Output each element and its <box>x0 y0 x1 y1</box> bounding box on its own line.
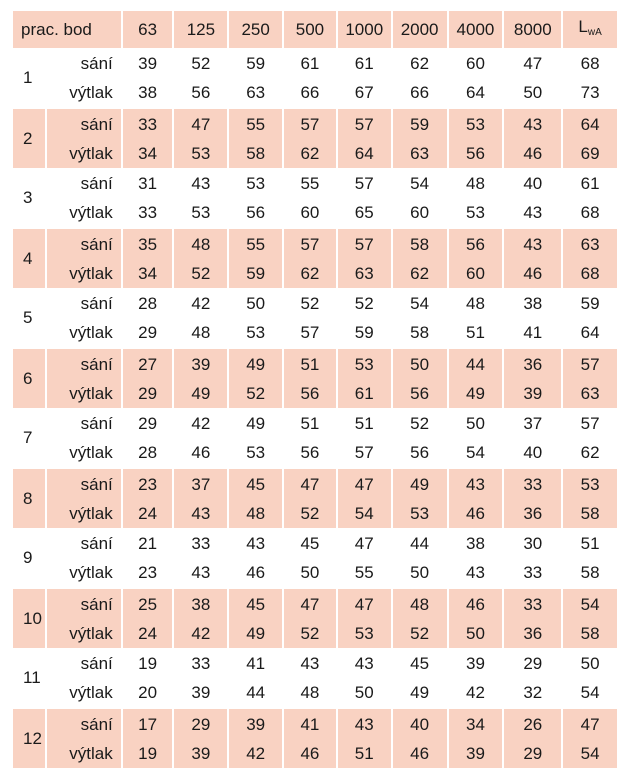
band-level-cell: 54 <box>338 500 391 529</box>
table-row <box>13 227 617 260</box>
point-number: 12 <box>13 707 45 768</box>
mode-label-suction: sání <box>47 288 121 319</box>
total-level-cell: 62 <box>563 439 617 468</box>
header-frequency: 2000 <box>393 11 447 48</box>
band-level-cell: 46 <box>174 439 227 468</box>
band-level-cell: 17 <box>123 707 173 740</box>
band-level-cell: 57 <box>284 319 336 348</box>
band-level-cell: 53 <box>338 620 391 649</box>
band-level-cell: 52 <box>284 620 336 649</box>
band-level-cell: 49 <box>229 620 282 649</box>
header-point-label: prac. bod <box>13 11 121 48</box>
band-level-cell: 57 <box>338 107 391 140</box>
band-level-cell: 39 <box>229 707 282 740</box>
mode-label-discharge: výtlak <box>47 79 121 108</box>
band-level-cell: 43 <box>284 648 336 679</box>
band-level-cell: 23 <box>123 559 173 588</box>
band-level-cell: 52 <box>393 620 447 649</box>
table-row <box>13 140 617 169</box>
mode-label-suction: sání <box>47 408 121 439</box>
point-number: 3 <box>13 168 45 227</box>
mode-label-suction: sání <box>47 587 121 620</box>
band-level-cell: 52 <box>229 380 282 409</box>
band-level-cell: 49 <box>174 380 227 409</box>
mode-label-discharge: výtlak <box>47 439 121 468</box>
band-level-cell: 59 <box>338 319 391 348</box>
band-level-cell: 63 <box>338 260 391 289</box>
band-level-cell: 66 <box>284 79 336 108</box>
band-level-cell: 46 <box>449 587 503 620</box>
band-level-cell: 50 <box>284 559 336 588</box>
total-level-cell: 54 <box>563 679 617 708</box>
mode-label-discharge: výtlak <box>47 679 121 708</box>
band-level-cell: 53 <box>338 347 391 380</box>
band-level-cell: 54 <box>449 439 503 468</box>
mode-label-discharge: výtlak <box>47 140 121 169</box>
total-level-cell: 51 <box>563 528 617 559</box>
band-level-cell: 48 <box>393 587 447 620</box>
table-body <box>13 48 617 768</box>
band-level-cell: 39 <box>174 679 227 708</box>
band-level-cell: 56 <box>229 199 282 228</box>
band-level-cell: 42 <box>449 679 503 708</box>
band-level-cell: 28 <box>123 439 173 468</box>
band-level-cell: 52 <box>174 48 227 79</box>
total-level-cell: 57 <box>563 408 617 439</box>
band-level-cell: 45 <box>284 528 336 559</box>
band-level-cell: 46 <box>504 260 561 289</box>
band-level-cell: 55 <box>338 559 391 588</box>
mode-label-discharge: výtlak <box>47 620 121 649</box>
band-level-cell: 33 <box>174 648 227 679</box>
header-frequency: 125 <box>174 11 227 48</box>
table-row <box>13 260 617 289</box>
noise-level-table <box>11 11 619 768</box>
band-level-cell: 51 <box>284 347 336 380</box>
band-level-cell: 52 <box>338 288 391 319</box>
band-level-cell: 42 <box>174 620 227 649</box>
band-level-cell: 53 <box>174 199 227 228</box>
table-row <box>13 559 617 588</box>
band-level-cell: 48 <box>449 168 503 199</box>
table-row <box>13 347 617 380</box>
mode-label-discharge: výtlak <box>47 380 121 409</box>
point-number: 8 <box>13 467 45 528</box>
header-frequency: 250 <box>229 11 282 48</box>
band-level-cell: 53 <box>229 439 282 468</box>
total-level-cell: 54 <box>563 740 617 768</box>
band-level-cell: 55 <box>284 168 336 199</box>
band-level-cell: 48 <box>174 227 227 260</box>
band-level-cell: 56 <box>284 439 336 468</box>
band-level-cell: 64 <box>449 79 503 108</box>
total-level-cell: 68 <box>563 199 617 228</box>
header-frequency: 4000 <box>449 11 503 48</box>
band-level-cell: 63 <box>229 79 282 108</box>
band-level-cell: 49 <box>393 467 447 500</box>
total-level-cell: 47 <box>563 707 617 740</box>
header-frequency: 8000 <box>504 11 561 48</box>
band-level-cell: 58 <box>393 319 447 348</box>
total-level-cell: 64 <box>563 107 617 140</box>
band-level-cell: 39 <box>174 740 227 768</box>
header-total-main: L <box>578 17 587 36</box>
band-level-cell: 52 <box>284 500 336 529</box>
band-level-cell: 53 <box>229 168 282 199</box>
band-level-cell: 54 <box>393 168 447 199</box>
band-level-cell: 33 <box>174 528 227 559</box>
band-level-cell: 43 <box>449 467 503 500</box>
mode-label-discharge: výtlak <box>47 260 121 289</box>
band-level-cell: 47 <box>338 528 391 559</box>
mode-label-suction: sání <box>47 467 121 500</box>
header-total-lwa <box>563 11 617 48</box>
total-level-cell: 63 <box>563 380 617 409</box>
band-level-cell: 31 <box>123 168 173 199</box>
band-level-cell: 21 <box>123 528 173 559</box>
band-level-cell: 60 <box>449 260 503 289</box>
band-level-cell: 51 <box>338 740 391 768</box>
band-level-cell: 45 <box>229 467 282 500</box>
band-level-cell: 46 <box>449 500 503 529</box>
band-level-cell: 55 <box>229 107 282 140</box>
band-level-cell: 49 <box>449 380 503 409</box>
band-level-cell: 34 <box>449 707 503 740</box>
band-level-cell: 20 <box>123 679 173 708</box>
band-level-cell: 47 <box>338 587 391 620</box>
table-row <box>13 679 617 708</box>
band-level-cell: 65 <box>338 199 391 228</box>
header-frequency: 1000 <box>338 11 391 48</box>
band-level-cell: 48 <box>229 500 282 529</box>
mode-label-suction: sání <box>47 347 121 380</box>
table-row <box>13 288 617 319</box>
band-level-cell: 25 <box>123 587 173 620</box>
point-number: 1 <box>13 48 45 107</box>
mode-label-suction: sání <box>47 528 121 559</box>
band-level-cell: 62 <box>393 48 447 79</box>
table-row <box>13 380 617 409</box>
band-level-cell: 39 <box>504 380 561 409</box>
band-level-cell: 50 <box>393 559 447 588</box>
band-level-cell: 29 <box>123 408 173 439</box>
table-row <box>13 48 617 79</box>
band-level-cell: 50 <box>229 288 282 319</box>
table-row <box>13 620 617 649</box>
total-level-cell: 61 <box>563 168 617 199</box>
table-row <box>13 587 617 620</box>
band-level-cell: 43 <box>504 227 561 260</box>
band-level-cell: 48 <box>449 288 503 319</box>
mode-label-discharge: výtlak <box>47 319 121 348</box>
band-level-cell: 43 <box>338 648 391 679</box>
band-level-cell: 57 <box>284 227 336 260</box>
band-level-cell: 62 <box>284 260 336 289</box>
band-level-cell: 50 <box>393 347 447 380</box>
band-level-cell: 43 <box>229 528 282 559</box>
band-level-cell: 61 <box>284 48 336 79</box>
table-row <box>13 707 617 740</box>
band-level-cell: 33 <box>504 587 561 620</box>
band-level-cell: 62 <box>284 140 336 169</box>
band-level-cell: 64 <box>338 140 391 169</box>
total-level-cell: 63 <box>563 227 617 260</box>
band-level-cell: 45 <box>229 587 282 620</box>
point-number: 7 <box>13 408 45 467</box>
table-row <box>13 500 617 529</box>
total-level-cell: 57 <box>563 347 617 380</box>
point-number: 6 <box>13 347 45 408</box>
table-row <box>13 199 617 228</box>
band-level-cell: 58 <box>229 140 282 169</box>
band-level-cell: 44 <box>393 528 447 559</box>
table-row <box>13 740 617 768</box>
band-level-cell: 47 <box>284 587 336 620</box>
band-level-cell: 47 <box>174 107 227 140</box>
band-level-cell: 47 <box>504 48 561 79</box>
mode-label-suction: sání <box>47 48 121 79</box>
band-level-cell: 19 <box>123 648 173 679</box>
band-level-cell: 60 <box>284 199 336 228</box>
band-level-cell: 63 <box>393 140 447 169</box>
band-level-cell: 34 <box>123 140 173 169</box>
total-level-cell: 58 <box>563 559 617 588</box>
total-level-cell: 69 <box>563 140 617 169</box>
mode-label-suction: sání <box>47 227 121 260</box>
band-level-cell: 47 <box>284 467 336 500</box>
band-level-cell: 50 <box>338 679 391 708</box>
band-level-cell: 41 <box>284 707 336 740</box>
band-level-cell: 35 <box>123 227 173 260</box>
mode-label-suction: sání <box>47 707 121 740</box>
total-level-cell: 58 <box>563 620 617 649</box>
band-level-cell: 51 <box>338 408 391 439</box>
band-level-cell: 37 <box>174 467 227 500</box>
band-level-cell: 36 <box>504 347 561 380</box>
band-level-cell: 50 <box>449 620 503 649</box>
band-level-cell: 33 <box>504 559 561 588</box>
mode-label-discharge: výtlak <box>47 740 121 768</box>
header-frequency: 63 <box>123 11 173 48</box>
band-level-cell: 49 <box>229 347 282 380</box>
mode-label-suction: sání <box>47 648 121 679</box>
band-level-cell: 46 <box>229 559 282 588</box>
band-level-cell: 53 <box>229 319 282 348</box>
band-level-cell: 58 <box>393 227 447 260</box>
header-total-sub: wA <box>588 27 602 38</box>
table-row <box>13 528 617 559</box>
band-level-cell: 66 <box>393 79 447 108</box>
band-level-cell: 60 <box>449 48 503 79</box>
band-level-cell: 53 <box>449 199 503 228</box>
band-level-cell: 57 <box>338 168 391 199</box>
total-level-cell: 64 <box>563 319 617 348</box>
band-level-cell: 24 <box>123 620 173 649</box>
band-level-cell: 52 <box>393 408 447 439</box>
point-number: 4 <box>13 227 45 288</box>
band-level-cell: 24 <box>123 500 173 529</box>
band-level-cell: 40 <box>504 168 561 199</box>
band-level-cell: 43 <box>174 559 227 588</box>
point-number: 10 <box>13 587 45 648</box>
band-level-cell: 39 <box>123 48 173 79</box>
total-level-cell: 50 <box>563 648 617 679</box>
total-level-cell: 73 <box>563 79 617 108</box>
band-level-cell: 40 <box>393 707 447 740</box>
band-level-cell: 38 <box>449 528 503 559</box>
band-level-cell: 29 <box>504 648 561 679</box>
band-level-cell: 48 <box>284 679 336 708</box>
band-level-cell: 44 <box>449 347 503 380</box>
mode-label-discharge: výtlak <box>47 199 121 228</box>
band-level-cell: 42 <box>174 288 227 319</box>
band-level-cell: 53 <box>449 107 503 140</box>
band-level-cell: 49 <box>393 679 447 708</box>
band-level-cell: 36 <box>504 620 561 649</box>
table-row <box>13 79 617 108</box>
band-level-cell: 30 <box>504 528 561 559</box>
band-level-cell: 51 <box>449 319 503 348</box>
total-level-cell: 68 <box>563 260 617 289</box>
table-row <box>13 168 617 199</box>
band-level-cell: 29 <box>174 707 227 740</box>
band-level-cell: 34 <box>123 260 173 289</box>
header-frequency: 500 <box>284 11 336 48</box>
band-level-cell: 36 <box>504 500 561 529</box>
table-header-row <box>13 11 617 48</box>
band-level-cell: 37 <box>504 408 561 439</box>
band-level-cell: 61 <box>338 380 391 409</box>
band-level-cell: 52 <box>174 260 227 289</box>
total-level-cell: 58 <box>563 500 617 529</box>
band-level-cell: 56 <box>393 380 447 409</box>
band-level-cell: 51 <box>284 408 336 439</box>
band-level-cell: 43 <box>174 168 227 199</box>
band-level-cell: 42 <box>174 408 227 439</box>
band-level-cell: 50 <box>449 408 503 439</box>
band-level-cell: 67 <box>338 79 391 108</box>
band-level-cell: 40 <box>504 439 561 468</box>
band-level-cell: 48 <box>174 319 227 348</box>
band-level-cell: 57 <box>338 439 391 468</box>
band-level-cell: 43 <box>504 199 561 228</box>
band-level-cell: 39 <box>174 347 227 380</box>
table-row <box>13 408 617 439</box>
band-level-cell: 46 <box>393 740 447 768</box>
mode-label-discharge: výtlak <box>47 559 121 588</box>
band-level-cell: 56 <box>449 140 503 169</box>
band-level-cell: 53 <box>393 500 447 529</box>
band-level-cell: 38 <box>504 288 561 319</box>
band-level-cell: 29 <box>123 319 173 348</box>
band-level-cell: 46 <box>504 140 561 169</box>
band-level-cell: 23 <box>123 467 173 500</box>
band-level-cell: 62 <box>393 260 447 289</box>
band-level-cell: 47 <box>338 467 391 500</box>
total-level-cell: 53 <box>563 467 617 500</box>
band-level-cell: 29 <box>504 740 561 768</box>
band-level-cell: 19 <box>123 740 173 768</box>
band-level-cell: 57 <box>338 227 391 260</box>
table-row <box>13 439 617 468</box>
band-level-cell: 55 <box>229 227 282 260</box>
band-level-cell: 56 <box>174 79 227 108</box>
mode-label-suction: sání <box>47 107 121 140</box>
band-level-cell: 56 <box>449 227 503 260</box>
band-level-cell: 57 <box>284 107 336 140</box>
mode-label-discharge: výtlak <box>47 500 121 529</box>
band-level-cell: 45 <box>393 648 447 679</box>
band-level-cell: 56 <box>393 439 447 468</box>
point-number: 2 <box>13 107 45 168</box>
band-level-cell: 49 <box>229 408 282 439</box>
band-level-cell: 29 <box>123 380 173 409</box>
total-level-cell: 68 <box>563 48 617 79</box>
band-level-cell: 53 <box>174 140 227 169</box>
point-number: 5 <box>13 288 45 347</box>
band-level-cell: 33 <box>123 199 173 228</box>
band-level-cell: 38 <box>123 79 173 108</box>
band-level-cell: 41 <box>229 648 282 679</box>
total-level-cell: 59 <box>563 288 617 319</box>
band-level-cell: 38 <box>174 587 227 620</box>
band-level-cell: 43 <box>449 559 503 588</box>
band-level-cell: 60 <box>393 199 447 228</box>
point-number: 11 <box>13 648 45 707</box>
band-level-cell: 59 <box>393 107 447 140</box>
point-number: 9 <box>13 528 45 587</box>
band-level-cell: 59 <box>229 48 282 79</box>
band-level-cell: 43 <box>174 500 227 529</box>
band-level-cell: 59 <box>229 260 282 289</box>
mode-label-suction: sání <box>47 168 121 199</box>
band-level-cell: 26 <box>504 707 561 740</box>
table-row <box>13 319 617 348</box>
band-level-cell: 41 <box>504 319 561 348</box>
band-level-cell: 33 <box>123 107 173 140</box>
band-level-cell: 27 <box>123 347 173 380</box>
band-level-cell: 43 <box>338 707 391 740</box>
band-level-cell: 50 <box>504 79 561 108</box>
table-row <box>13 648 617 679</box>
band-level-cell: 54 <box>393 288 447 319</box>
band-level-cell: 39 <box>449 648 503 679</box>
band-level-cell: 39 <box>449 740 503 768</box>
table-row <box>13 107 617 140</box>
band-level-cell: 56 <box>284 380 336 409</box>
band-level-cell: 28 <box>123 288 173 319</box>
band-level-cell: 43 <box>504 107 561 140</box>
band-level-cell: 33 <box>504 467 561 500</box>
total-level-cell: 54 <box>563 587 617 620</box>
band-level-cell: 46 <box>284 740 336 768</box>
table-row <box>13 467 617 500</box>
band-level-cell: 42 <box>229 740 282 768</box>
band-level-cell: 44 <box>229 679 282 708</box>
band-level-cell: 32 <box>504 679 561 708</box>
band-level-cell: 52 <box>284 288 336 319</box>
band-level-cell: 61 <box>338 48 391 79</box>
